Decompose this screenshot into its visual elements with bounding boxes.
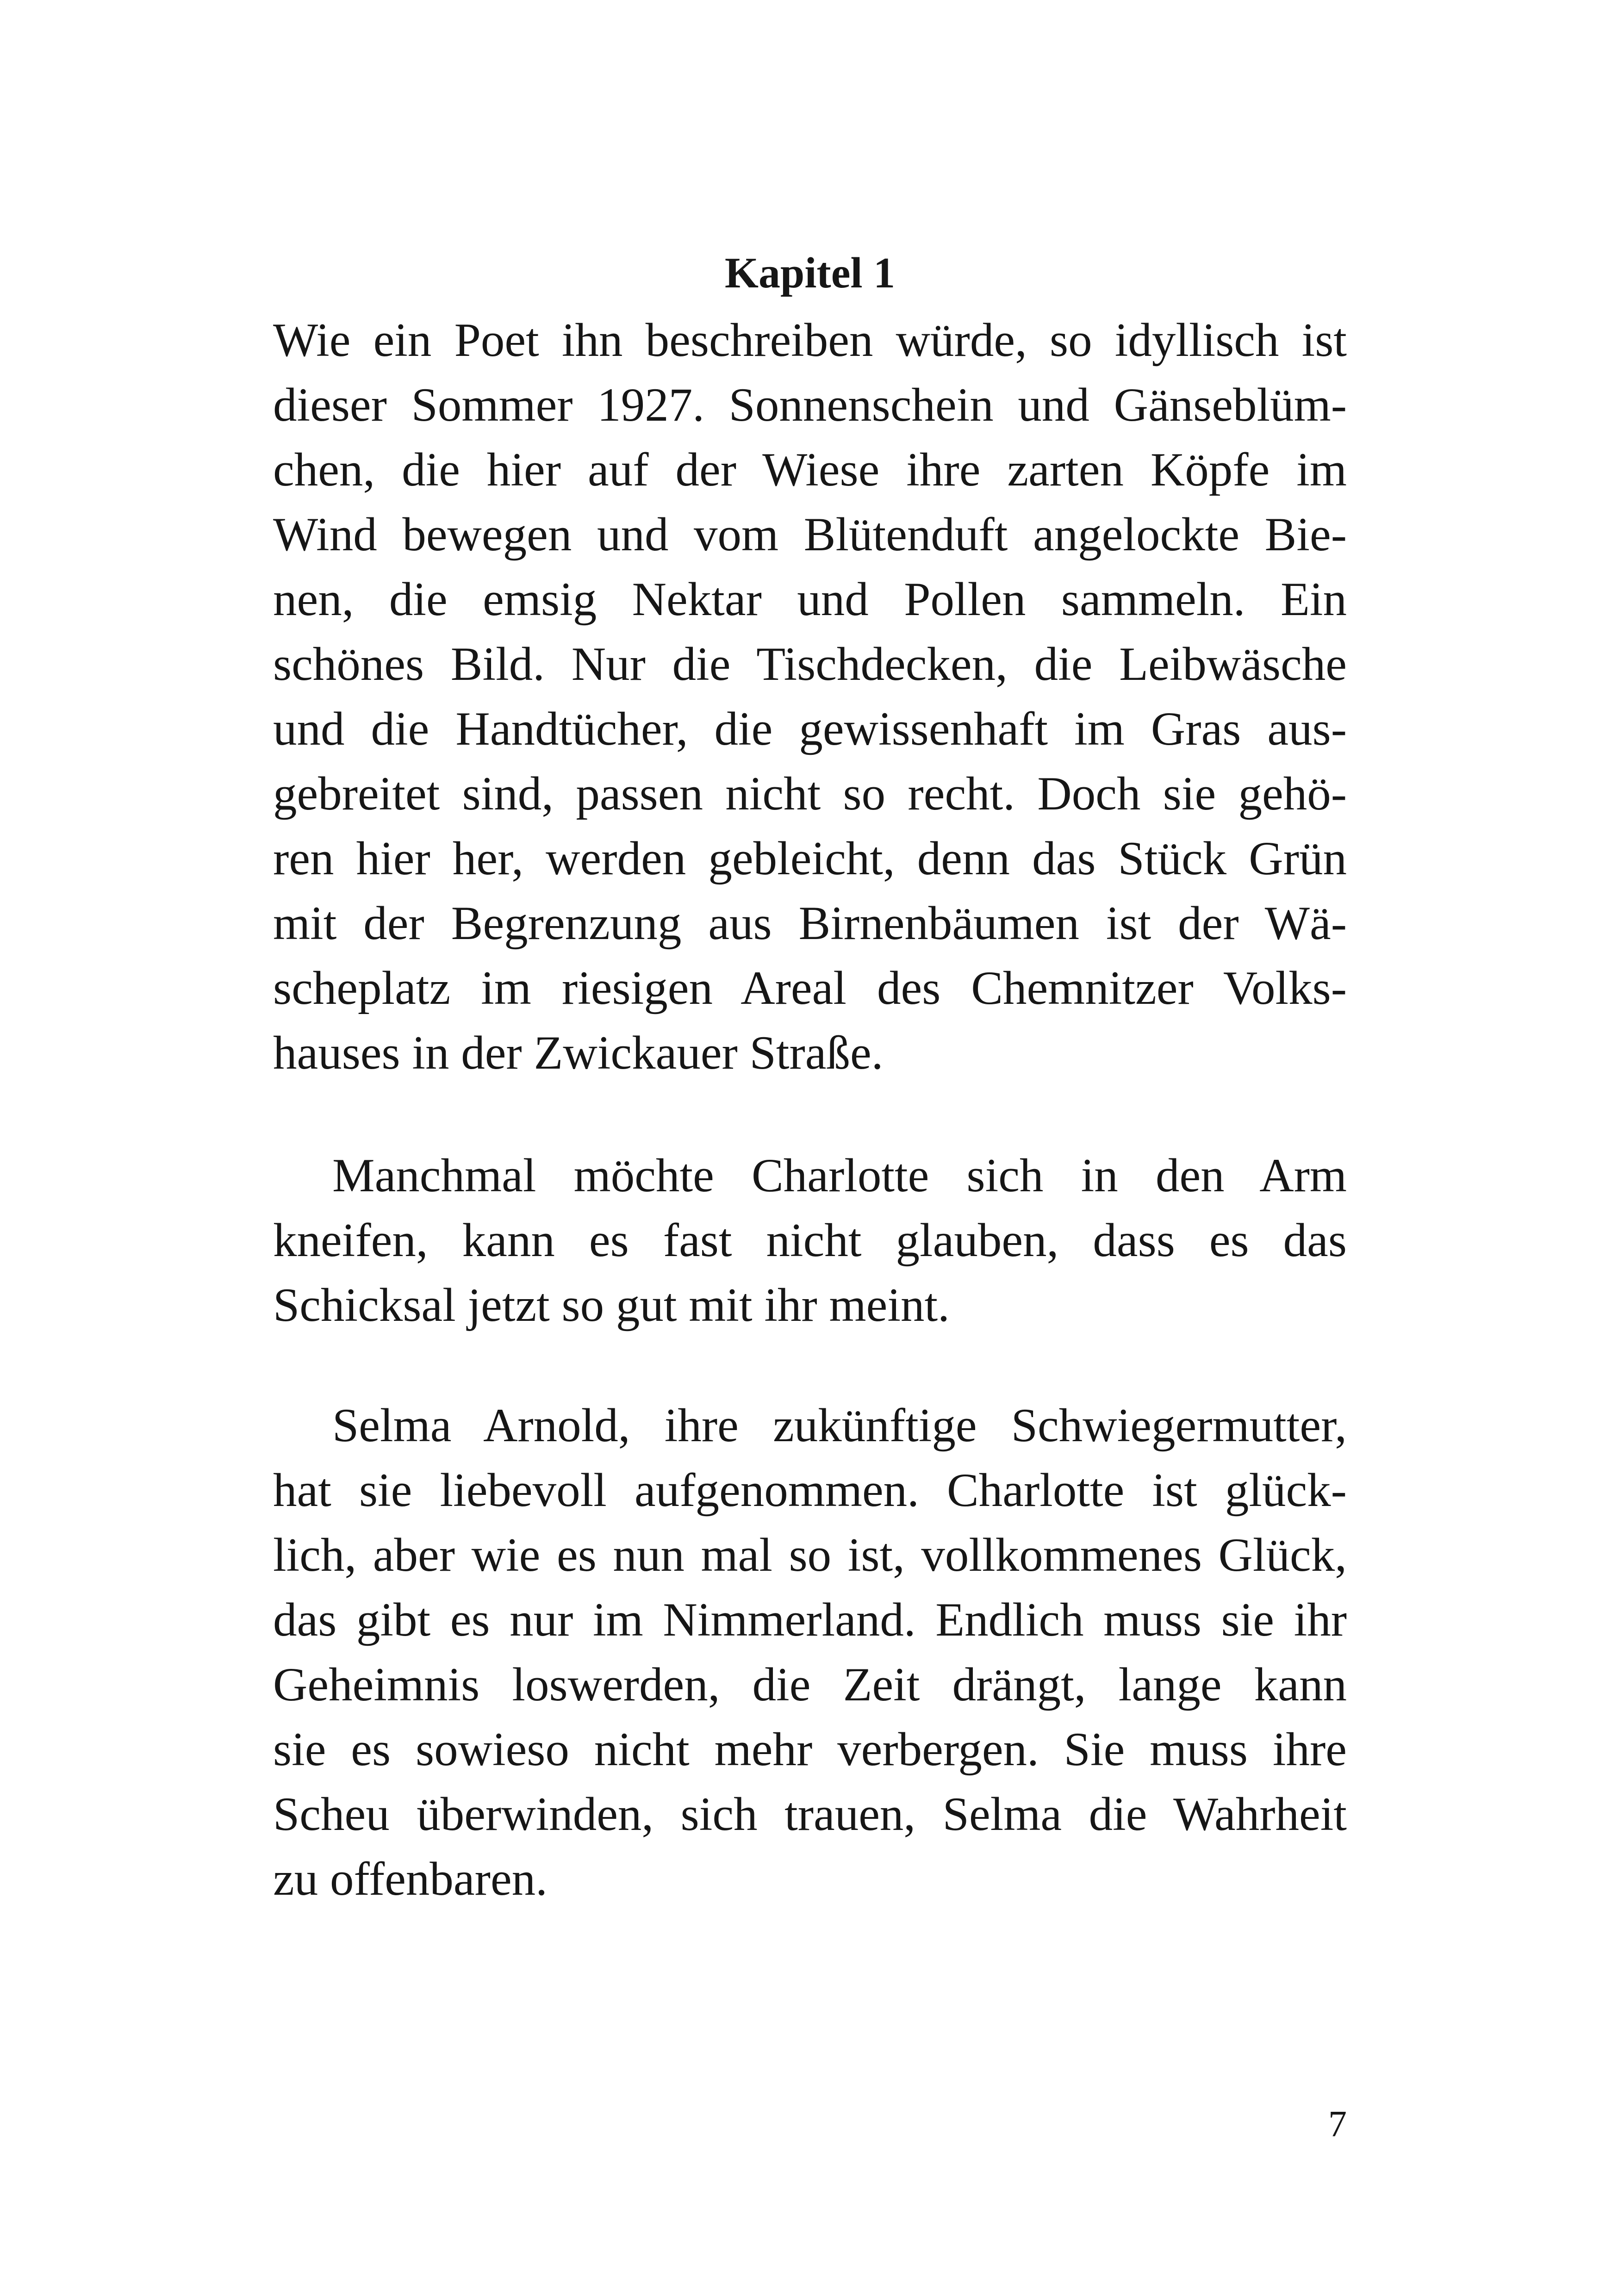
text-line: gebreitet sind, passen nicht so recht. Doch sie gehö- <box>273 767 1347 820</box>
text-line: mit der Begrenzung aus Birnenbäumen ist der Wä- <box>273 897 1347 950</box>
text-line: Wie ein Poet ihn beschreiben würde, so idyllisch ist <box>273 314 1347 367</box>
text-line: sie es sowieso nicht mehr verbergen. Sie muss ihre <box>273 1723 1347 1776</box>
text-line: nen, die emsig Nektar und Pollen sammeln. Ein <box>273 573 1347 626</box>
text-line: scheplatz im riesigen Areal des Chemnitzer Volks- <box>273 962 1347 1014</box>
text-line: schönes Bild. Nur die Tischdecken, die Leibwäsche <box>273 638 1347 691</box>
page-number: 7 <box>1328 2104 1347 2145</box>
text-line: Selma Arnold, ihre zukünftige Schwiegermutter, <box>332 1399 1347 1452</box>
text-line: hauses in der Zwickauer Straße. <box>273 1027 884 1079</box>
text-line: lich, aber wie es nun mal so ist, vollkommenes Glück, <box>273 1529 1347 1581</box>
text-line: Manchmal möchte Charlotte sich in den Arm <box>332 1149 1347 1202</box>
text-line: und die Handtücher, die gewissenhaft im Gras aus- <box>273 703 1347 755</box>
text-line: das gibt es nur im Nimmerland. Endlich muss sie ihr <box>273 1593 1347 1646</box>
text-line: Wind bewegen und vom Blütenduft angelockte Bie- <box>273 508 1347 561</box>
text-line: Geheimnis loswerden, die Zeit drängt, lange kann <box>273 1658 1347 1711</box>
text-line: kneifen, kann es fast nicht glauben, dass es das <box>273 1214 1347 1267</box>
text-line: Scheu überwinden, sich trauen, Selma die Wahrheit <box>273 1788 1347 1841</box>
text-line: ren hier her, werden gebleicht, denn das Stück Grün <box>273 832 1347 885</box>
text-line: zu offenbaren. <box>273 1853 548 1905</box>
text-line: hat sie liebevoll aufgenommen. Charlotte ist glück- <box>273 1464 1347 1517</box>
text-line: chen, die hier auf der Wiese ihre zarten Köpfe im <box>273 443 1347 496</box>
text-line: Schicksal jetzt so gut mit ihr meint. <box>273 1279 950 1332</box>
text-line: dieser Sommer 1927. Sonnenschein und Gänseblüm- <box>273 379 1347 431</box>
chapter-title: Kapitel 1 <box>724 249 896 297</box>
